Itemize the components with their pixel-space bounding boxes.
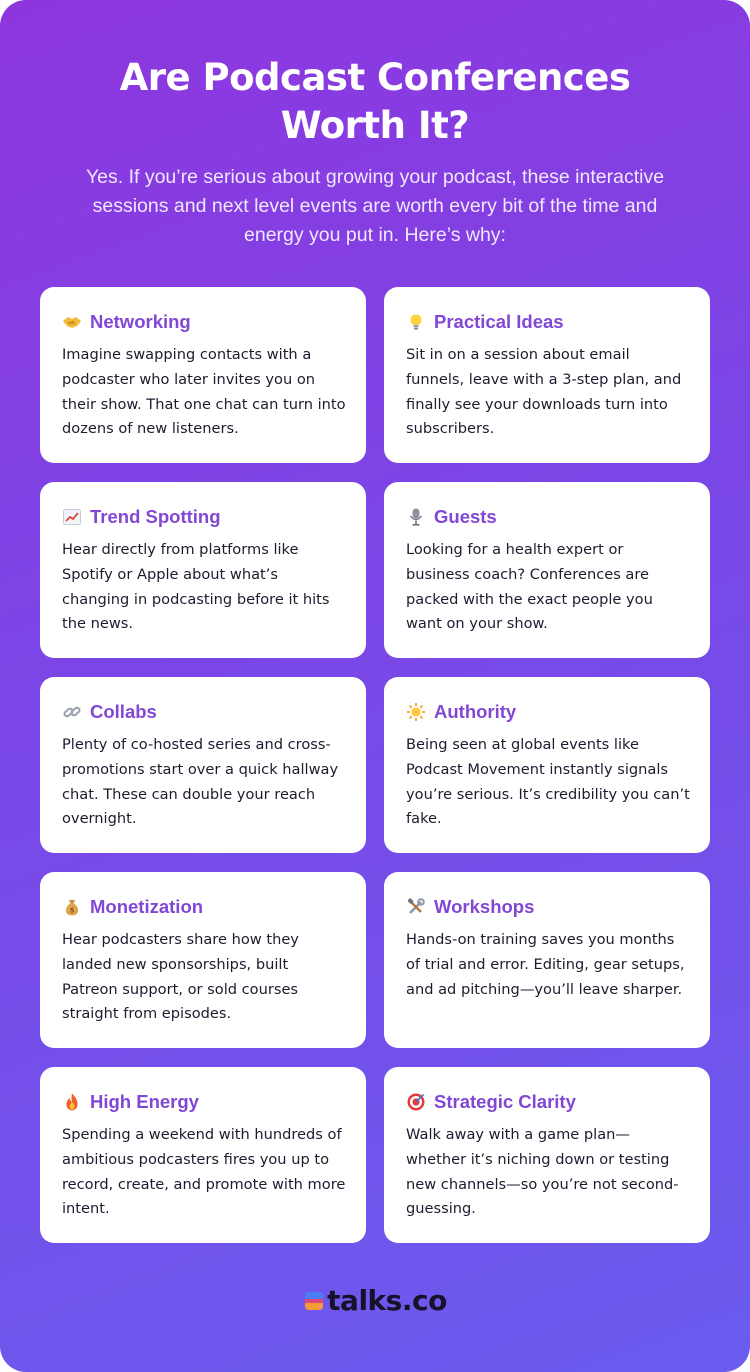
logo-mark-icon: [303, 1290, 325, 1312]
page-subtitle: Yes. If you’re serious about growing your podcast, these interactive sessions and next level events are worth every bit of the time and energy you put in. Here’s why:: [85, 166, 665, 246]
card-title: Strategic Clarity: [434, 1091, 576, 1112]
card-title: Collabs: [90, 701, 157, 722]
card-title: Networking: [90, 311, 191, 332]
card-body: Sit in on a session about email funnels, leave with a 3-step plan, and finally see your downloads turn into subscribers.: [406, 346, 682, 438]
card-title: Guests: [434, 506, 497, 527]
card-header: [62, 1091, 346, 1113]
microphone-icon: [406, 507, 426, 527]
card-header: [406, 311, 690, 333]
trend-chart-icon: [62, 507, 82, 527]
card-title: High Energy: [90, 1091, 199, 1112]
card-body: Being seen at global events like Podcast Movement instantly signals you’re serious. It’s credibility you can’t fake.: [406, 736, 690, 828]
card-trend-spotting: [40, 482, 366, 658]
card-header: [406, 506, 690, 528]
tools-icon: [406, 897, 426, 917]
card-title: Practical Ideas: [434, 311, 564, 332]
card-body: Imagine swapping contacts with a podcaster who later invites you on their show. That one chat can turn into dozens of new listeners.: [62, 346, 346, 438]
lightbulb-icon: [406, 312, 426, 332]
handshake-icon: [62, 312, 82, 332]
card-header: [62, 311, 346, 333]
talks-co-logo: [0, 1284, 750, 1317]
card-monetization: [40, 872, 366, 1048]
card-authority: [384, 677, 710, 853]
fire-icon: [62, 1092, 82, 1112]
money-bag-icon: [62, 897, 82, 917]
card-body: Looking for a health expert or business coach? Conferences are packed with the exact people you want on your show.: [406, 541, 653, 633]
card-body: Hands-on training saves you months of trial and error. Editing, gear setups, and ad pitching—you’ll leave sharper.: [406, 931, 685, 998]
card-strategic-clarity: [384, 1067, 710, 1243]
card-header: [62, 701, 346, 723]
page-title: Are Podcast Conferences Worth It?: [119, 56, 631, 147]
card-header: [406, 1091, 690, 1113]
logo-text: talks.co: [327, 1284, 447, 1317]
card-body: Plenty of co-hosted series and cross-promotions start over a quick hallway chat. These can double your reach overnight.: [62, 736, 339, 828]
card-header: [406, 701, 690, 723]
card-body: Spending a weekend with hundreds of ambitious podcasters fires you up to record, create, and promote with more intent.: [62, 1126, 346, 1218]
card-practical-ideas: [384, 287, 710, 463]
card-header: [62, 506, 346, 528]
card-header: [62, 896, 346, 918]
target-icon: [406, 1092, 426, 1112]
card-body: Hear podcasters share how they landed new sponsorships, built Patreon support, or sold courses straight from episodes.: [62, 931, 299, 1023]
card-networking: [40, 287, 366, 463]
card-workshops: [384, 872, 710, 1048]
reasons-grid: [40, 287, 710, 1244]
card-title: Workshops: [434, 896, 535, 917]
sun-icon: [406, 702, 426, 722]
card-title: Authority: [434, 701, 517, 722]
card-body: Walk away with a game plan—whether it’s niching down or testing new channels—so you’re not second-guessing.: [406, 1126, 679, 1218]
link-icon: [62, 702, 82, 722]
card-collabs: [40, 677, 366, 853]
svg-text:$: $: [69, 906, 75, 915]
card-guests: [384, 482, 710, 658]
card-header: [406, 896, 690, 918]
card-title: Trend Spotting: [90, 506, 221, 527]
card-high-energy: [40, 1067, 366, 1243]
card-body: Hear directly from platforms like Spotify or Apple about what’s changing in podcasting before it hits the news.: [62, 541, 330, 633]
card-title: Monetization: [90, 896, 204, 917]
